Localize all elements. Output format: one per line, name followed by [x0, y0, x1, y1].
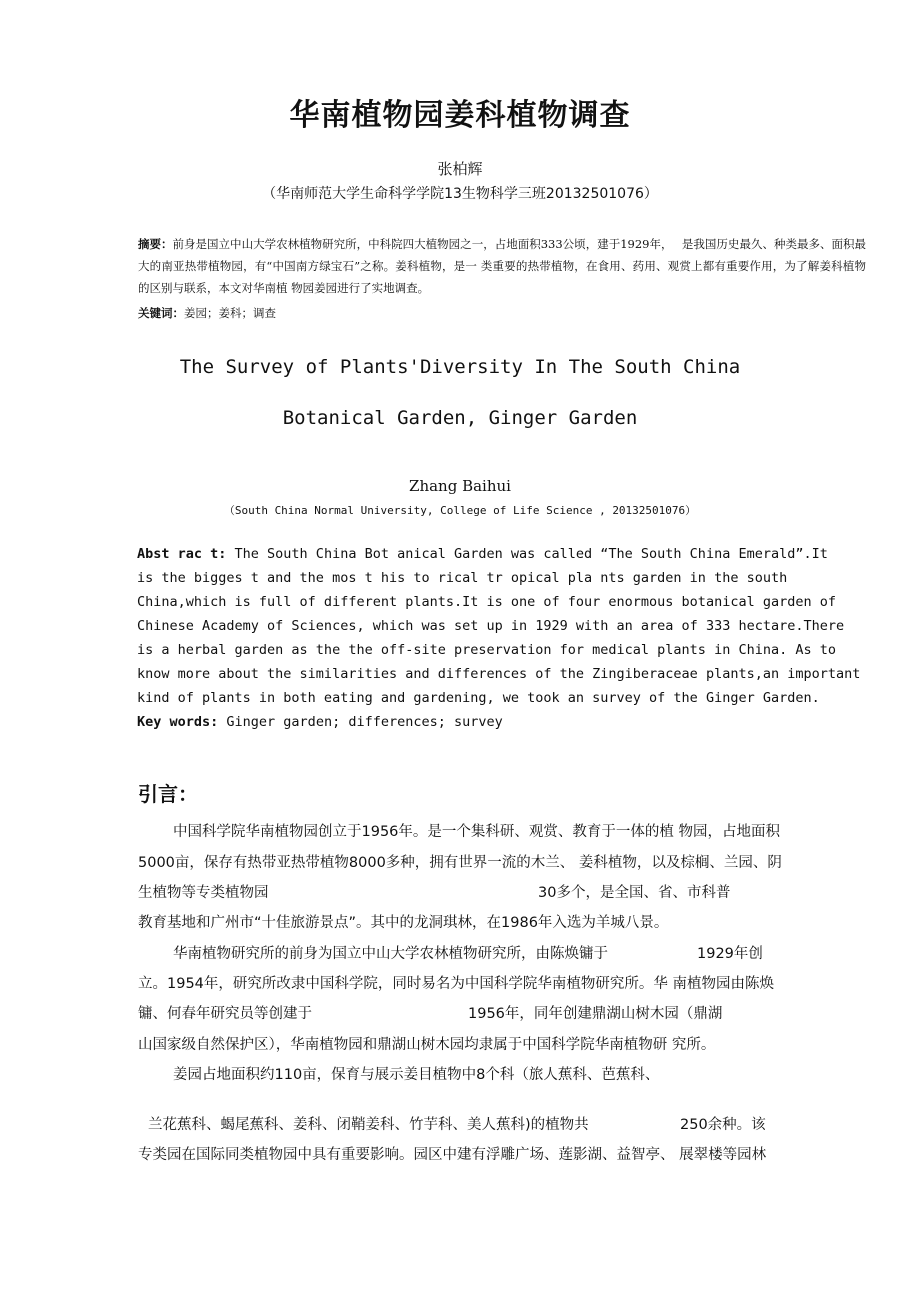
body-line: 中国科学院华南植物园创立于1956年。是一个集科研、观赏、教育于一体的植 物园，占地面积	[173, 824, 781, 840]
keywords-en-label: Key words:	[137, 714, 219, 730]
body-line: 专类园在国际同类植物园中具有重要影响。园区中建有浮雕广场、莲影湖、益智亭、 展翠楼等园林	[138, 1147, 767, 1163]
abstract-en-line: is a herbal garden as the the off-site preservation for medical plants in China. As to	[137, 642, 836, 658]
body-line: 250余种。该	[680, 1117, 766, 1133]
abstract-en-line: is the bigges t and the mos t his to rical tr opical pla nts garden in the south	[137, 570, 788, 586]
body-line: 华南植物研究所的前身为国立中山大学农林植物研究所，由陈焕镛于	[173, 946, 608, 962]
body-line: 山国家级自然保护区），华南植物园和鼎湖山树木园均隶属于中国科学院华南植物研 究所。	[138, 1037, 716, 1053]
abstract-cn-text: 前身是国立中山大学农林植物研究所，中科院四大植物园之一，占地面积333公顷，建于1929年， 是我国历史最久、种类最多、面积最大的南亚热带植物园，有“中国南方绿宝石”之称。姜科植物，是一 类重要的热带植物，在食用、药用、观赏上都有重要作用，为了解姜科植物的区别与联系，本文对华南植 物园姜园进行了实地调查。	[138, 237, 867, 295]
body-line: 1956年，同年创建鼎湖山树木园（鼎湖	[468, 1006, 723, 1022]
abstract-en-line: Chinese Academy of Sciences, which was set up in 1929 with an area of 333 hectare.There	[137, 618, 845, 634]
keywords-en-text: Ginger garden; differences; survey	[218, 714, 503, 730]
author-en: Zhang Baihui	[409, 477, 511, 495]
affiliation-en: （South China Normal University, College of Life Science , 20132501076）	[223, 504, 697, 517]
body-line: 姜园占地面积约110亩，保育与展示姜目植物中8个科（旅人蕉科、芭蕉科、	[173, 1067, 660, 1083]
body-line: 立。1954年，研究所改隶中国科学院，同时易名为中国科学院华南植物研究所。华 南植物园由陈焕	[138, 976, 775, 992]
keywords-cn-text: 姜园；姜科；调查	[184, 306, 276, 320]
keywords-cn-label: 关键词：	[138, 306, 184, 320]
abstract-cn-label: 摘要：	[138, 237, 173, 251]
abstract-en-line	[137, 546, 828, 562]
abstract-en-line: China,which is full of different plants.It is one of four enormous botanical garden of	[137, 594, 836, 610]
abstract-en-text: The South China Bot anical Garden was called “The South China Emerald”.It	[226, 546, 828, 562]
body-line: 30多个，是全国、省、市科普	[538, 885, 731, 901]
author-cn: 张柏辉	[437, 160, 483, 178]
body-line: 镛、何春年研究员等创建于	[138, 1006, 312, 1022]
abstract-en-line: kind of plants in both eating and gardening, we took an survey of the Ginger Garden.	[137, 690, 820, 706]
body-line: 兰花蕉科、蝎尾蕉科、姜科、闭鞘姜科、竹芋科、美人蕉科)的植物共	[148, 1117, 589, 1133]
body-line: 教育基地和广州市“十佳旅游景点”。其中的龙洞琪林，在1986年入选为羊城八景。	[138, 915, 669, 931]
title-en-line-1: The Survey of Plants'Diversity In The South China	[179, 356, 741, 378]
title-cn: 华南植物园姜科植物调查	[289, 98, 631, 133]
abstract-cn	[138, 233, 866, 299]
body-line: 5000亩，保存有热带亚热带植物8000多种，拥有世界一流的木兰、 姜科植物，以及棕榈、兰园、阴	[138, 855, 782, 871]
affiliation-cn: （华南师范大学生命科学学院13生物科学三班20132501076）	[262, 186, 658, 202]
body-line: 1929年创	[697, 946, 763, 962]
body-line: 生植物等专类植物园	[138, 885, 269, 901]
abstract-en-label: Abst rac t:	[137, 546, 227, 562]
abstract-en-line: know more about the similarities and differences of the Zingiberaceae plants,an important	[137, 666, 861, 682]
title-en-line-2: Botanical Garden, Ginger Garden	[282, 407, 638, 429]
keywords-cn	[138, 305, 276, 321]
keywords-en	[137, 714, 503, 730]
intro-heading: 引言：	[138, 782, 198, 806]
